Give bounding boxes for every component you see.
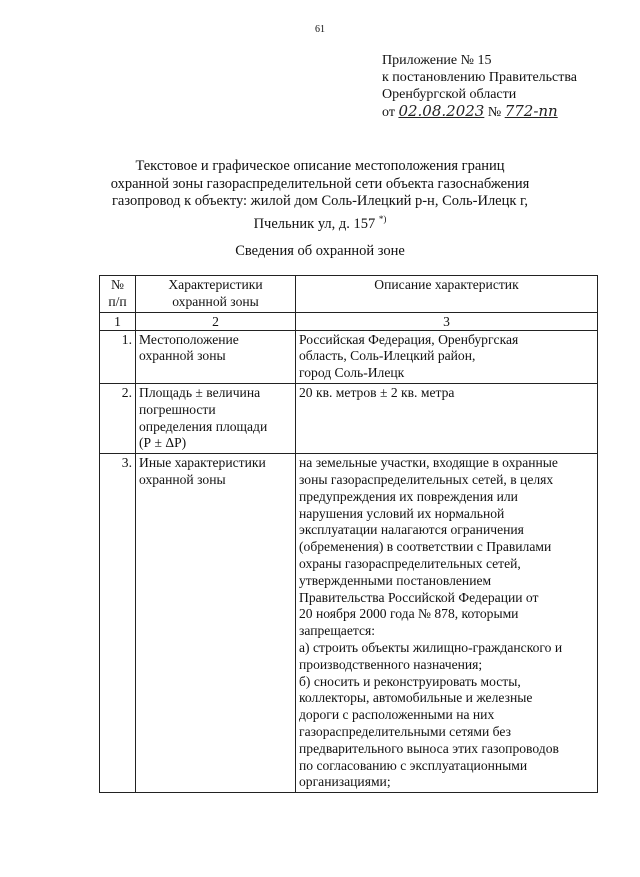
- table-row: [100, 330, 598, 383]
- column-number-2: 2: [136, 312, 296, 330]
- row-description: 20 кв. метров ± 2 кв. метра: [296, 383, 598, 453]
- column-number-1: 1: [100, 312, 136, 330]
- appendix-date-line: [382, 103, 577, 121]
- table-row: [100, 454, 598, 793]
- appendix-resolution: к постановлению Правительства: [382, 70, 578, 85]
- column-number-row: [100, 312, 598, 330]
- row-description: на земельные участки, входящие в охранные зоны газораспределительных сетей, в целях предупреждения их повреждения или нарушения условий их нормальной эксплуатации налагаются ограничения (обременения) в соответствии с Правилами охраны газораспределительных сетей, утвержденными постановлением Правительства Российской Федерации от 20 ноября 2000 года № 878, которыми запрещается: а) строить объекты жилищно-гражданского и производственного назначения; б) сносить и реконструировать мосты, коллекторы, автомобильные и железные дороги с расположенными на них газораспределительными сетями без предварительного выноса этих газопроводов по согласованию с эксплуатационными организациями;: [296, 454, 598, 793]
- appendix-title: Приложение № 15: [382, 53, 492, 68]
- row-number: 2.: [100, 383, 136, 453]
- header-num: № п/п: [100, 276, 136, 313]
- title-line-3: газопровод к объекту: жилой дом Соль-Илецкий р-н, Соль-Илецк г,: [111, 193, 528, 209]
- header-description: Описание характеристик: [296, 276, 598, 313]
- row-number: 1.: [100, 330, 136, 383]
- document-title: [0, 158, 640, 233]
- date-prefix: от: [382, 105, 395, 120]
- appendix-region: Оренбургской области: [382, 87, 517, 102]
- appendix-header: [382, 52, 577, 121]
- table-header-row: [100, 276, 598, 313]
- number-prefix: №: [487, 105, 502, 120]
- row-characteristic: Иные характеристики охранной зоны: [136, 454, 296, 793]
- zone-info-table: [99, 275, 598, 793]
- row-characteristic: Площадь ± величина погрешности определения площади (Р ± ΔР): [136, 383, 296, 453]
- row-description: Российская Федерация, Оренбургская область, Соль-Илецкий район, город Соль-Илецк: [296, 330, 598, 383]
- table-row: [100, 383, 598, 453]
- row-characteristic: Местоположение охранной зоны: [136, 330, 296, 383]
- handwritten-number: 772-пп: [504, 102, 558, 120]
- handwritten-date: 02.08.2023: [398, 102, 485, 120]
- footnote-mark: *): [378, 213, 387, 224]
- title-line-1: Текстовое и графическое описание местоположения границ: [135, 158, 505, 174]
- section-subtitle: Сведения об охранной зоне: [235, 243, 405, 259]
- column-number-3: 3: [296, 312, 598, 330]
- title-address: Пчельник ул, д. 157: [253, 215, 376, 232]
- title-line-2: охранной зоны газораспределительной сети объекта газоснабжения: [110, 175, 530, 192]
- header-characteristic: Характеристики охранной зоны: [136, 276, 296, 313]
- row-number: 3.: [100, 454, 136, 793]
- page-number: 61: [315, 24, 325, 35]
- title-line-4: [0, 211, 640, 233]
